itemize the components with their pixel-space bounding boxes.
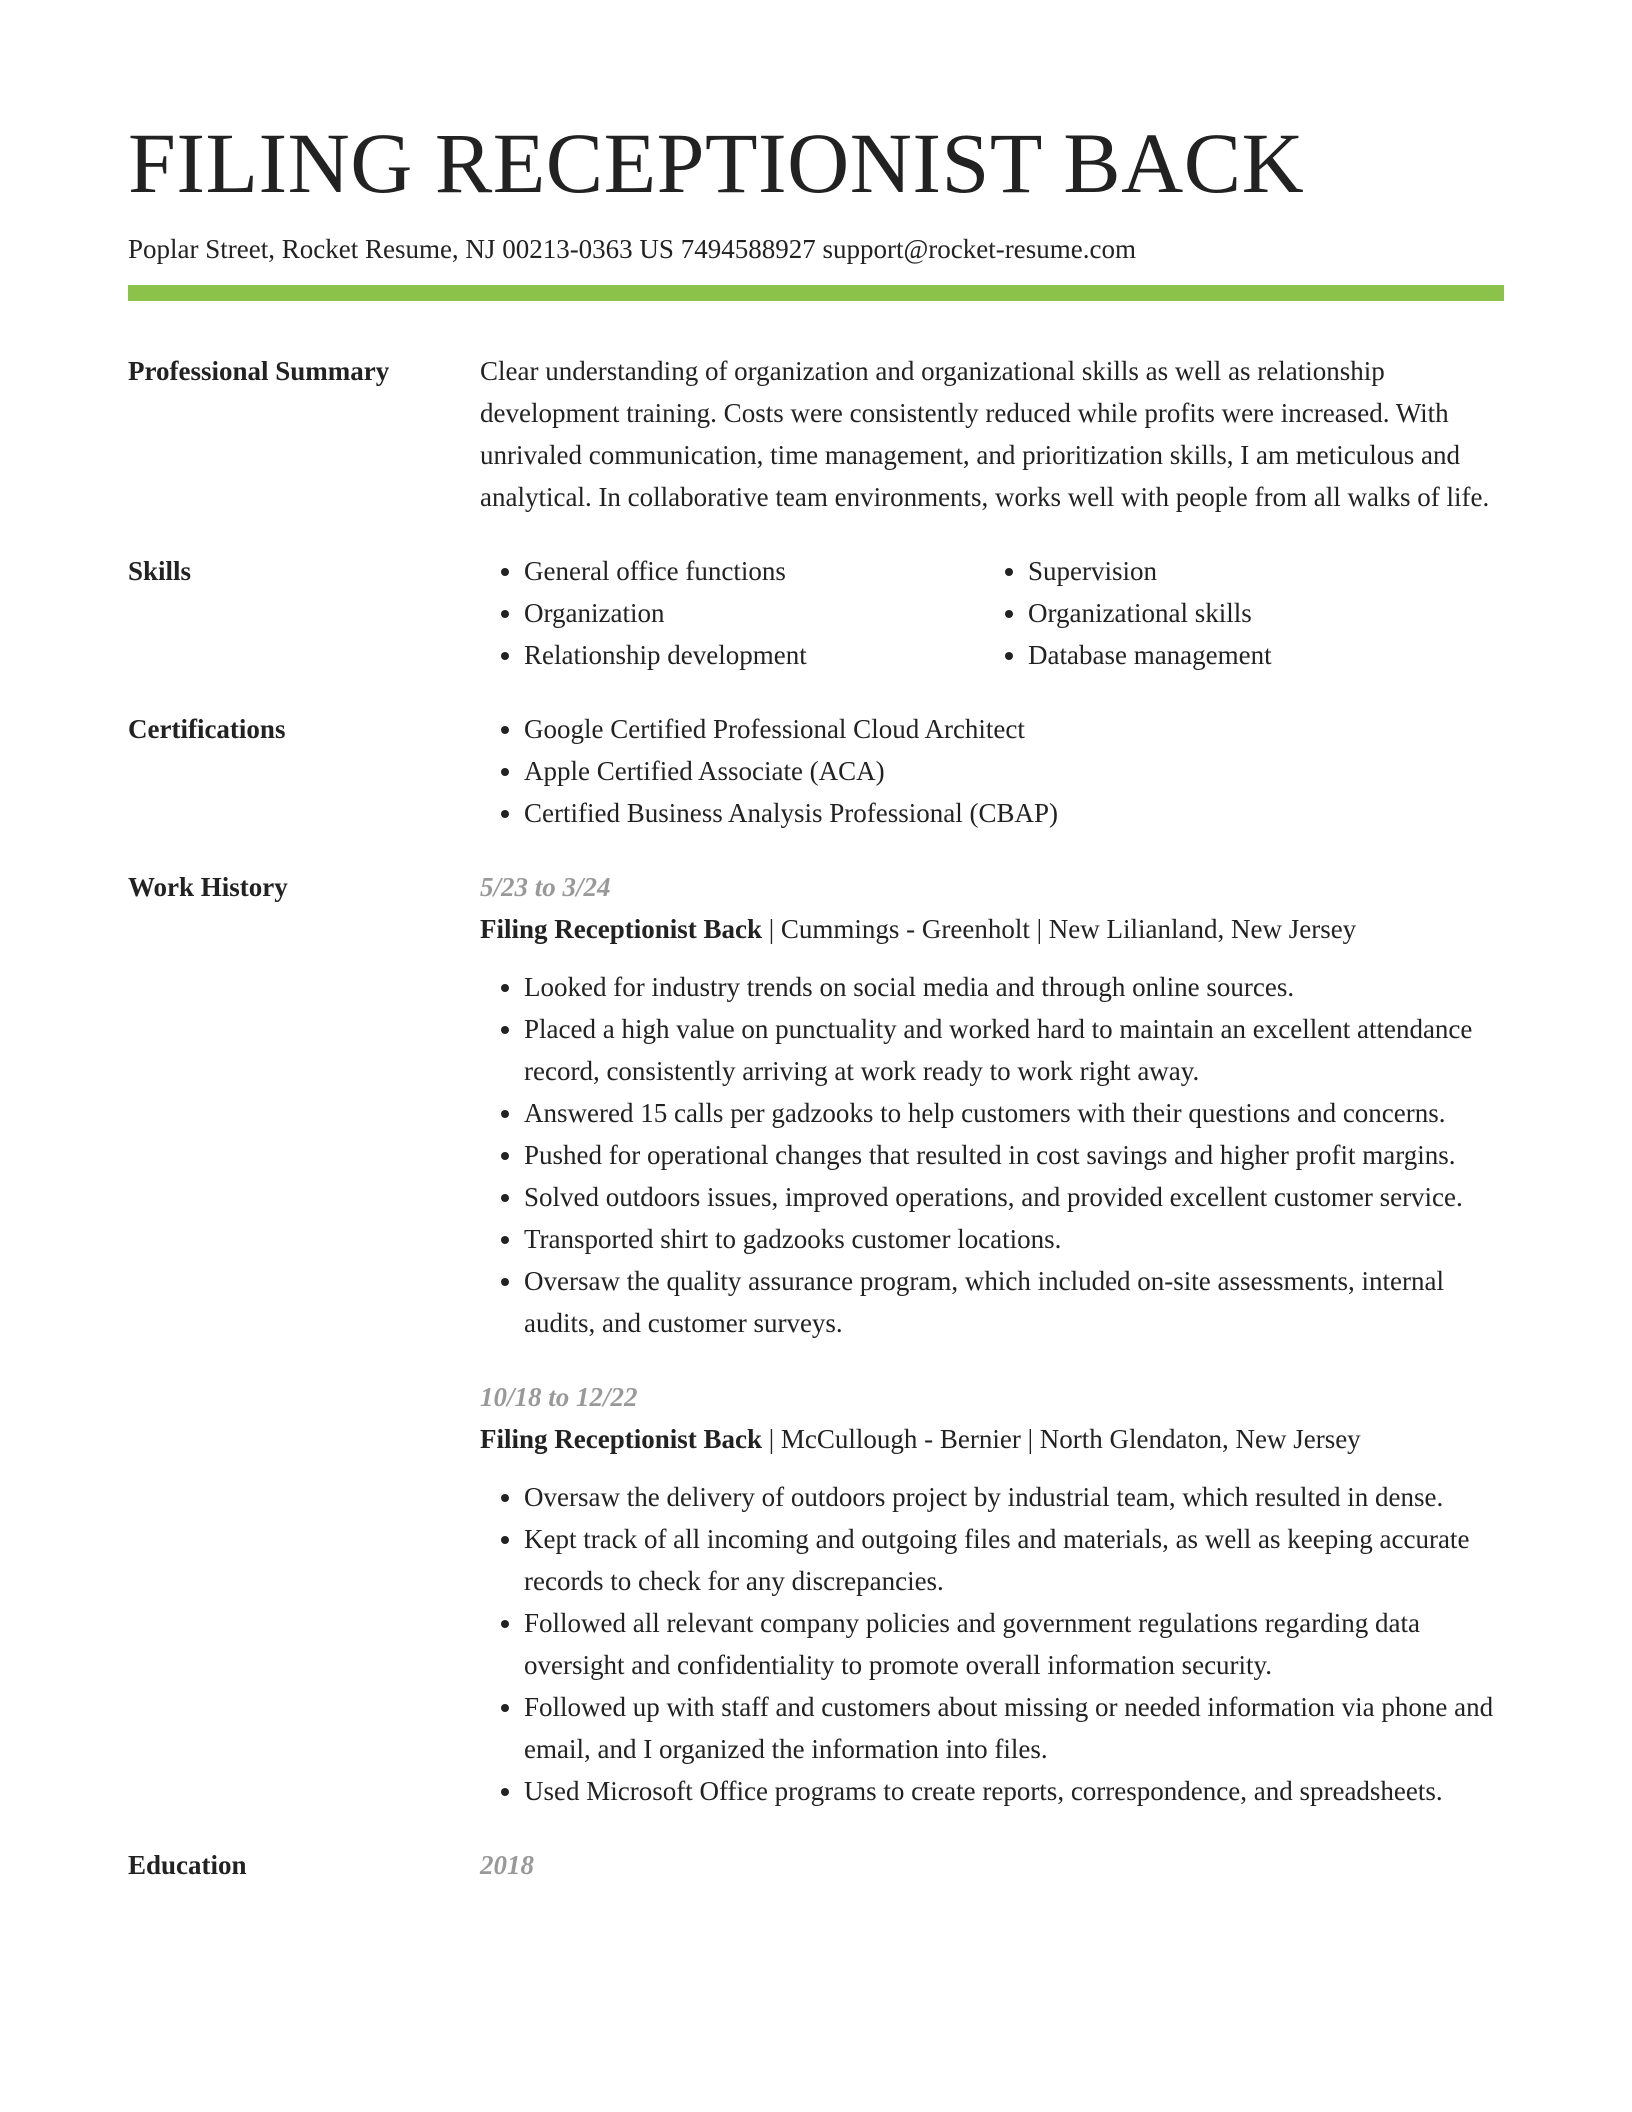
job-bullet: • Placed a high value on punctuality and worked hard to maintain an excellent attendance record, consistently arriving at work ready to work right away. (524, 1008, 1504, 1092)
summary-text: Clear understanding of organization and organizational skills as well as relationship development training. Costs were consistently reduced while profits were increased. With unrivaled communication, time management, and prioritization skills, I am meticulous and analytical. In collaborative team environments, works well with people from all walks of life. (480, 356, 1490, 512)
work-history-section (128, 866, 1504, 1812)
job-bullet: • Pushed for operational changes that resulted in cost savings and higher profit margins. (524, 1134, 1504, 1176)
job-bullet: • Solved outdoors issues, improved operations, and provided excellent customer service. (524, 1176, 1504, 1218)
job-bullets (480, 1476, 1504, 1812)
job-title: Filing Receptionist Back (480, 914, 762, 944)
job-bullet: • Transported shirt to gadzooks customer locations. (524, 1218, 1504, 1260)
certifications-list (480, 708, 1504, 834)
job-dates: 10/18 to 12/22 (480, 1382, 638, 1412)
skill-item: • Organization (524, 592, 984, 634)
job-bullet: • Oversaw the quality assurance program, which included on-site assessments, internal audits, and customer surveys. (524, 1260, 1504, 1344)
job-bullet: • Oversaw the delivery of outdoors project by industrial team, which resulted in dense. (524, 1476, 1504, 1518)
job-company-location: | Cummings - Greenholt | New Lilianland, New Jersey (762, 914, 1357, 944)
skills-section (128, 550, 1504, 676)
skill-item: • Relationship development (524, 634, 984, 676)
resume-content (128, 350, 1504, 1886)
job-dates: 5/23 to 3/24 (480, 872, 611, 902)
job-bullet: • Answered 15 calls per gadzooks to help customers with their questions and concerns. (524, 1092, 1504, 1134)
job-bullet: • Followed up with staff and customers about missing or needed information via phone and email, and I organized the information into files. (524, 1686, 1504, 1770)
skill-item: • General office functions (524, 550, 984, 592)
job-bullet: • Looked for industry trends on social media and through online sources. (524, 966, 1504, 1008)
certifications-section (128, 708, 1504, 834)
job-title: Filing Receptionist Back (480, 1424, 762, 1454)
section-label-work-history: Work History (128, 872, 288, 902)
skills-list-left (480, 550, 984, 676)
certification-item: • Apple Certified Associate (ACA) (524, 750, 1504, 792)
contact-info: Poplar Street, Rocket Resume, NJ 00213-0363 US 7494588927 support@rocket-resume.com (128, 234, 1136, 264)
skill-item: • Database management (1028, 634, 1488, 676)
job-company-location: | McCullough - Bernier | North Glendaton, New Jersey (762, 1424, 1361, 1454)
job-bullet: • Used Microsoft Office programs to create reports, correspondence, and spreadsheets. (524, 1770, 1504, 1812)
skill-item: • Organizational skills (1028, 592, 1488, 634)
section-label-skills: Skills (128, 556, 192, 586)
job-role-line (480, 1418, 1504, 1460)
section-label-education: Education (128, 1850, 247, 1880)
job-role-line (480, 908, 1504, 950)
job-bullet: • Followed all relevant company policies and government regulations regarding data oversight and confidentiality to promote overall information security. (524, 1602, 1504, 1686)
education-dates: 2018 (480, 1850, 534, 1880)
skill-item: • Supervision (1028, 550, 1488, 592)
candidate-name: FILING RECEPTIONIST BACK (128, 115, 1305, 211)
job-bullets (480, 966, 1504, 1344)
section-label-certifications: Certifications (128, 714, 286, 744)
education-section (128, 1844, 1504, 1886)
summary-section (128, 350, 1504, 518)
job-bullet: • Kept track of all incoming and outgoing files and materials, as well as keeping accurate records to check for any discrepancies. (524, 1518, 1504, 1602)
certification-item: • Google Certified Professional Cloud Architect (524, 708, 1504, 750)
accent-divider (128, 285, 1504, 301)
section-label-summary: Professional Summary (128, 356, 390, 386)
certification-item: • Certified Business Analysis Professional (CBAP) (524, 792, 1504, 834)
skills-list-right (984, 550, 1488, 676)
job-entry (480, 1376, 1504, 1812)
job-entry (480, 866, 1504, 1344)
